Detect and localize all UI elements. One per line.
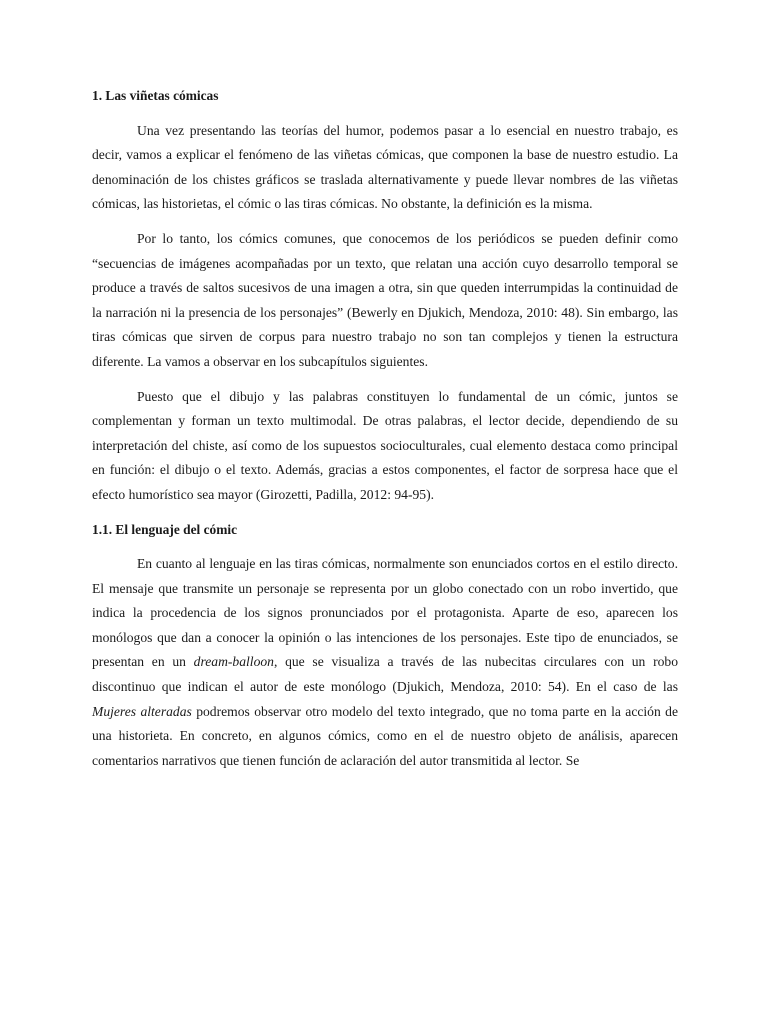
paragraph-1: Una vez presentando las teorías del humor, podemos pasar a lo esencial en nuestro trabajo, es decir, vamos a explicar el fenómeno de las viñetas cómicas, que componen la base de nuestro estudio. La denominación de los chistes gráficos se traslada alternativamente y puede llevar nombres de las viñetas cómicas, las historietas, el cómic o las tiras cómicas. No obstante, la definición es la misma. [92,122,678,212]
mujeres-alteradas-title: Mujeres alteradas [92,703,192,719]
paragraph-2: Por lo tanto, los cómics comunes, que conocemos de los periódicos se pueden definir como “secuencias de imágenes acompañadas por un texto, que relatan una acción cuyo desarrollo temporal se produce a través de saltos sucesivos de una imagen a otra, sin que queden interrumpidas la continuidad de la narración ni la presencia de los personajes” (Bewerly en Djukich, Mendoza, 2010: 48). Sin embargo, las tiras cómicas que sirven de corpus para nuestro trabajo no son tan complejos y tienen la estructura diferente. La vamos a observar en los subcapítulos siguientes. [92,230,678,369]
paragraph-4-text-a: En cuanto al lenguaje en las tiras cómicas, normalmente son enunciados cortos en el estilo directo. El mensaje que transmite un personaje se representa por un globo conectado con un robo invertido, que indica la procedencia de los signos pronunciados por el protagonista. Aparte de eso, aparecen los monólogos que dan a conocer la opinión o las intenciones de los personajes. Este tipo de enunciados, se presentan en un [92,556,678,670]
section-heading: 1. Las viñetas cómicas [92,88,219,103]
paragraph-4 [92,552,678,773]
paragraph-4-text-c: podremos observar otro modelo del texto integrado, que no toma parte en la acción de una historieta. En concreto, en algunos cómics, como en el de nuestro objeto de análisis, aparecen comentarios narrativos que tienen función de aclaración del autor transmitida al lector. Se [92,703,678,768]
dream-balloon-term: dream-balloon [193,654,274,670]
subsection-heading: 1.1. El lenguaje del cómic [92,521,238,537]
paragraph-4-text-b: , que se visualiza a través de las nubecitas circulares con un robo discontinuo que indican el autor de este monólogo (Djukich, Mendoza, 2010: 54). En el caso de las [92,654,678,695]
paragraph-3: Puesto que el dibujo y las palabras constituyen lo fundamental de un cómic, juntos se complementan y forman un texto multimodal. De otras palabras, el lector decide, dependiendo de su interpretación del chiste, así como de los supuestos socioculturales, cual elemento destaca como principal en función: el dibujo o el texto. Además, gracias a estos componentes, el factor de sorpresa hace que el efecto humorístico sea mayor (Girozetti, Padilla, 2012: 94-95). [92,388,678,502]
